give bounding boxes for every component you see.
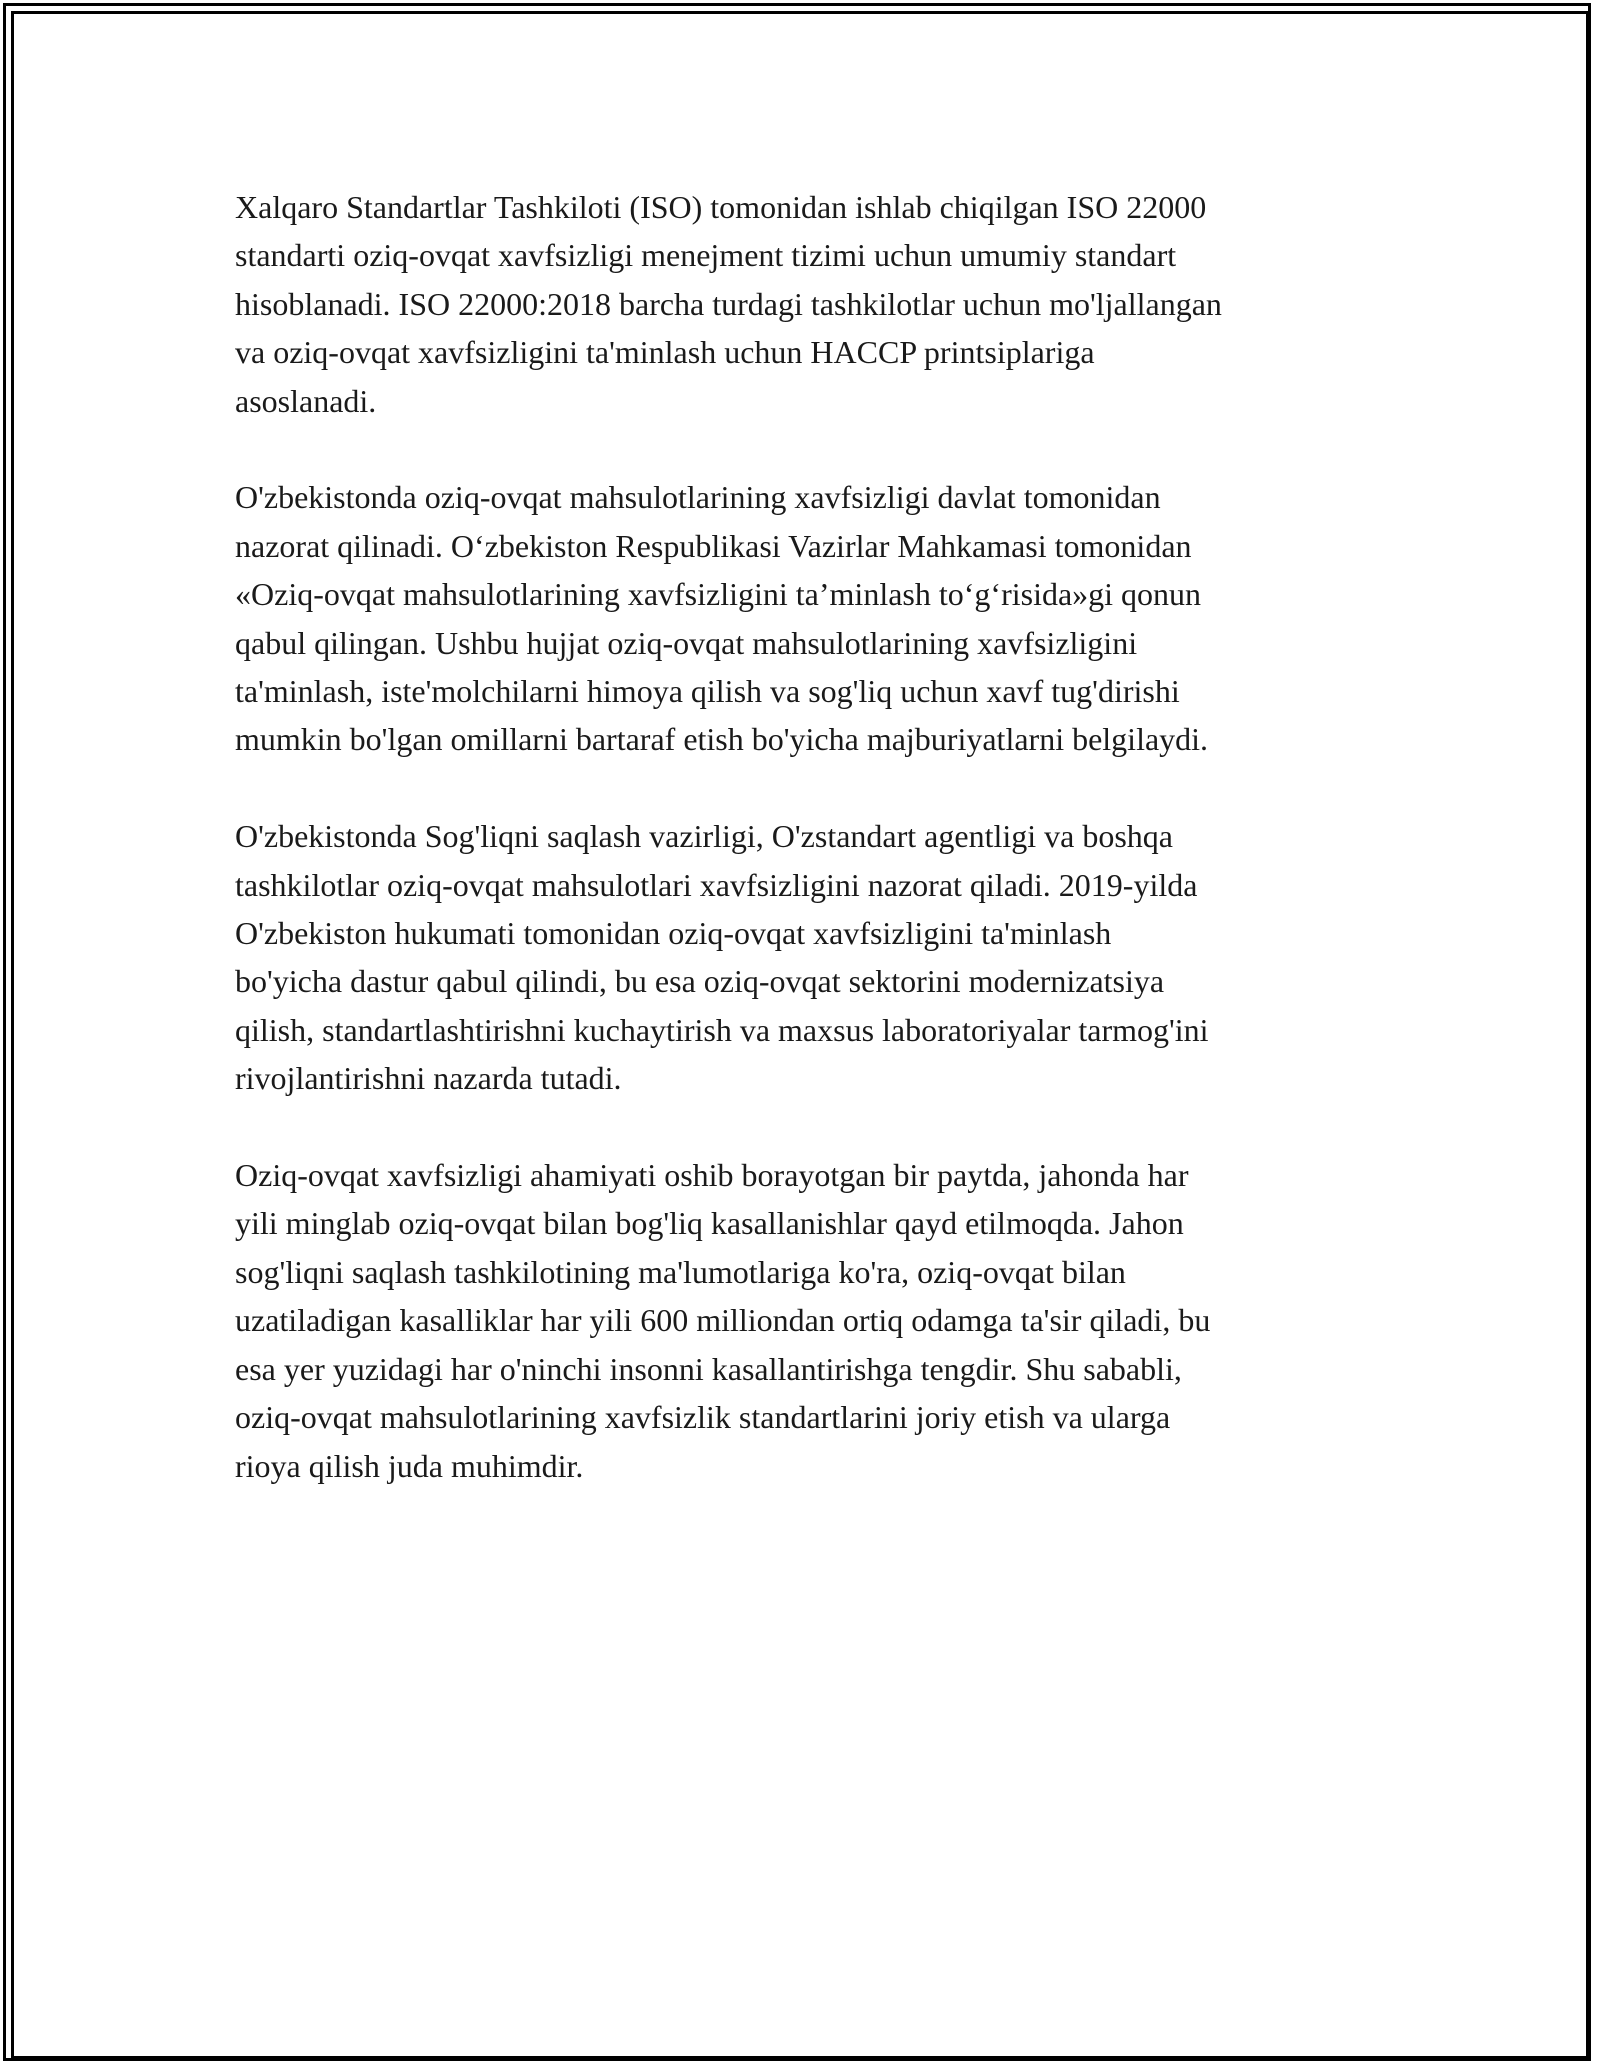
document-body <box>235 183 1385 1538</box>
paragraph-global-foodborne-illness: Oziq-ovqat xavfsizligi ahamiyati oshib borayotgan bir paytda, jahonda har yili minglab oziq-ovqat bilan bog'liq kasallanishlar qayd etilmoqda. Jahon sog'liqni saqlash tashkilotining ma'lumotlariga ko'ra, oziq-ovqat bilan uzatiladigan kasalliklar har yili 600 milliondan ortiq odamga ta'sir qiladi, bu esa yer yuzidagi har o'ninchi insonni kasallantirishga tengdir. Shu sababli, oziq-ovqat mahsulotlarining xavfsizlik standartlarini joriy etish va ularga rioya qilish juda muhimdir. <box>235 1157 1211 1484</box>
paragraph-uzbekistan-food-safety-law: O'zbekistonda oziq-ovqat mahsulotlarining xavfsizligi davlat tomonidan nazorat qilinadi. O‘zbekiston Respublikasi Vazirlar Mahkamasi tomonidan «Oziq-ovqat mahsulotlarining xavfsizligini ta’minlash to‘g‘risida»gi qonun qabul qilingan. Ushbu hujjat oziq-ovqat mahsulotlarining xavfsizligini ta'minlash, iste'molchilarni himoya qilish va sog'liq uchun xavf tug'dirishi mumkin bo'lgan omillarni bartaraf etish bo'yicha majburiyatlarni belgilaydi. <box>235 479 1209 758</box>
paragraph-iso-22000: Xalqaro Standartlar Tashkiloti (ISO) tomonidan ishlab chiqilgan ISO 22000 standarti oziq-ovqat xavfsizligi menejment tizimi uchun umumiy standart hisoblanadi. ISO 22000:2018 barcha turdagi tashkilotlar uchun mo'ljallangan va oziq-ovqat xavfsizligini ta'minlash uchun HACCP printsiplariga asoslanadi. <box>235 189 1222 419</box>
paragraph-uzbekistan-oversight: O'zbekistonda Sog'liqni saqlash vazirligi, O'zstandart agentligi va boshqa tashkilotlar oziq-ovqat mahsulotlari xavfsizligini nazorat qiladi. 2019-yilda O'zbekiston hukumati tomonidan oziq-ovqat xavfsizligini ta'minlash bo'yicha dastur qabul qilindi, bu esa oziq-ovqat sektorini modernizatsiya qilish, standartlashtirishni kuchaytirish va maxsus laboratoriyalar tarmog'ini rivojlantirishni nazarda tutadi. <box>235 818 1209 1097</box>
